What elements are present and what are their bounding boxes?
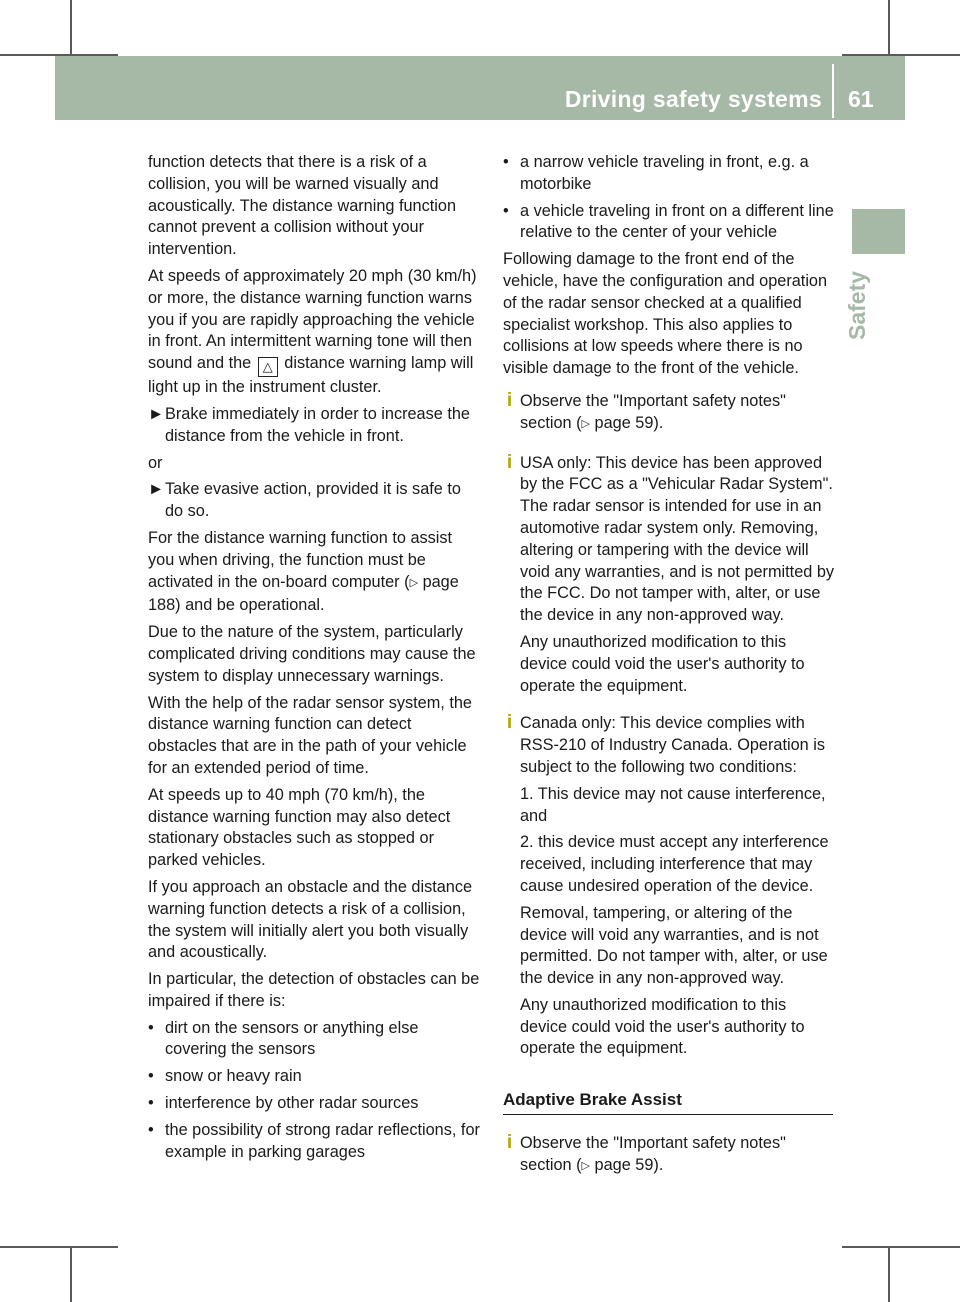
page-link[interactable]: page 59). bbox=[594, 413, 664, 432]
info-icon: i bbox=[506, 389, 513, 411]
list-item: • snow or heavy rain bbox=[148, 1066, 482, 1088]
header-divider bbox=[832, 64, 834, 118]
crop-mark bbox=[888, 1248, 890, 1302]
paragraph: Due to the nature of the system, particularly complicated driving conditions may cause the system to display unnecessary warnings. bbox=[148, 623, 476, 685]
info-icon: i bbox=[506, 1132, 513, 1154]
paragraph: Removal, tampering, or altering of the device will void any warranties, and is not permitted. Do not tamper with, alter, or use the device in any non-approved way. bbox=[520, 903, 828, 988]
info-note: i Observe the "Important safety notes" section (▷ page 59). bbox=[503, 391, 835, 442]
bullet-icon: • bbox=[503, 201, 509, 220]
bullet-icon: • bbox=[148, 1067, 154, 1086]
action-arrow-icon: ► bbox=[148, 404, 165, 423]
crop-mark bbox=[842, 1246, 960, 1248]
page-number: 61 bbox=[848, 86, 874, 112]
side-tab bbox=[852, 209, 905, 254]
crop-mark bbox=[0, 1246, 118, 1248]
paragraph: 1. This device may not cause interference, and bbox=[520, 784, 826, 825]
bullet-icon: • bbox=[503, 153, 509, 171]
list-item: • interference by other radar sources bbox=[148, 1093, 482, 1115]
paragraph: 2. this device must accept any interference received, including interference that may cause undesired operation of the device. bbox=[520, 833, 829, 895]
crop-mark bbox=[70, 0, 72, 54]
side-tab-label: Safety bbox=[844, 270, 870, 340]
paragraph: For the distance warning function to assist you when driving, the function must be activated in the on-board computer (▷ page 188) and be operational. bbox=[148, 528, 459, 615]
info-note bbox=[503, 453, 835, 703]
info-note bbox=[503, 713, 835, 1065]
paragraph: If you approach an obstacle and the distance warning function detects a risk of a collision, the system will initially alert you both visually and acoustically. bbox=[148, 877, 473, 962]
list-item: • dirt on the sensors or anything else covering the sensors bbox=[148, 1018, 482, 1062]
paragraph: USA only: This device has been approved by the FCC as a "Vehicular Radar System". The radar sensor is intended for use in an automotive radar system only. Removing, altering or tampering with the device will void any warranties, and is not permitted by the FCC. Do not tamper with, alter, or use the device in any non-approved way. bbox=[520, 453, 835, 625]
paragraph: At speeds up to 40 mph (70 km/h), the distance warning function may also detect stationary obstacles such as stopped or parked vehicles. bbox=[148, 785, 451, 870]
paragraph: or bbox=[148, 453, 163, 472]
action-step: ► Take evasive action, provided it is safe to do so. bbox=[148, 479, 482, 523]
paragraph: With the help of the radar sensor system, the distance warning function can detect obstacles that are in the path of your vehicle for an extended period of time. bbox=[148, 693, 472, 777]
list-item: • a vehicle traveling in front on a different line relative to the center of your vehicle bbox=[503, 201, 835, 245]
page-ref-icon: ▷ bbox=[581, 1159, 591, 1172]
page-ref-icon: ▷ bbox=[581, 417, 591, 430]
right-column bbox=[503, 152, 835, 1190]
info-note: i Observe the "Important safety notes" section (▷ page 59). bbox=[503, 1133, 835, 1184]
paragraph: Any unauthorized modification to this device could void the user's authority to operate the equipment. bbox=[520, 995, 805, 1058]
left-column bbox=[148, 152, 482, 1168]
bullet-icon: • bbox=[148, 1018, 154, 1037]
paragraph: Any unauthorized modification to this device could void the user's authority to operate the equipment. bbox=[520, 632, 805, 695]
page-ref-icon: ▷ bbox=[409, 576, 419, 589]
paragraph: In particular, the detection of obstacles can be impaired if there is: bbox=[148, 970, 480, 1010]
page-link[interactable]: page 188) and be operational. bbox=[148, 572, 459, 615]
action-step: ► Brake immediately in order to increase the distance from the vehicle in front. bbox=[148, 404, 482, 448]
info-icon: i bbox=[506, 451, 513, 473]
crop-mark bbox=[888, 0, 890, 54]
section-title: Driving safety systems bbox=[564, 86, 822, 112]
list-item: • a narrow vehicle traveling in front, e.g. a motorbike bbox=[503, 152, 835, 196]
page-link[interactable]: page 59). bbox=[594, 1155, 664, 1174]
paragraph: function detects that there is a risk of a collision, you will be warned visually and acoustically. The distance warning function cannot prevent a collision without your intervention. bbox=[148, 153, 457, 259]
list-item: • the possibility of strong radar reflections, for example in parking garages bbox=[148, 1120, 482, 1164]
action-arrow-icon: ► bbox=[148, 480, 165, 499]
section-heading: Adaptive Brake Assist bbox=[503, 1089, 833, 1115]
info-icon: i bbox=[506, 712, 513, 734]
paragraph: Canada only: This device complies with RSS-210 of Industry Canada. Operation is subject to the following two conditions: bbox=[520, 714, 825, 776]
paragraph: At speeds of approximately 20 mph (30 km/h) or more, the distance warning function warns you if you are rapidly approaching the vehicle in front. An intermittent warning tone will then sound and the △ distance warning lamp will light up in the instrument cluster. bbox=[148, 266, 477, 397]
paragraph: Following damage to the front end of the vehicle, have the configuration and operation of the radar sensor checked at a qualified specialist workshop. This also applies to collisions at low speeds where there is no visible damage to the front of the vehicle. bbox=[503, 250, 828, 378]
distance-warning-lamp-icon: △ bbox=[258, 357, 278, 377]
bullet-icon: • bbox=[148, 1120, 154, 1139]
bullet-icon: • bbox=[148, 1094, 154, 1113]
crop-mark bbox=[70, 1248, 72, 1302]
